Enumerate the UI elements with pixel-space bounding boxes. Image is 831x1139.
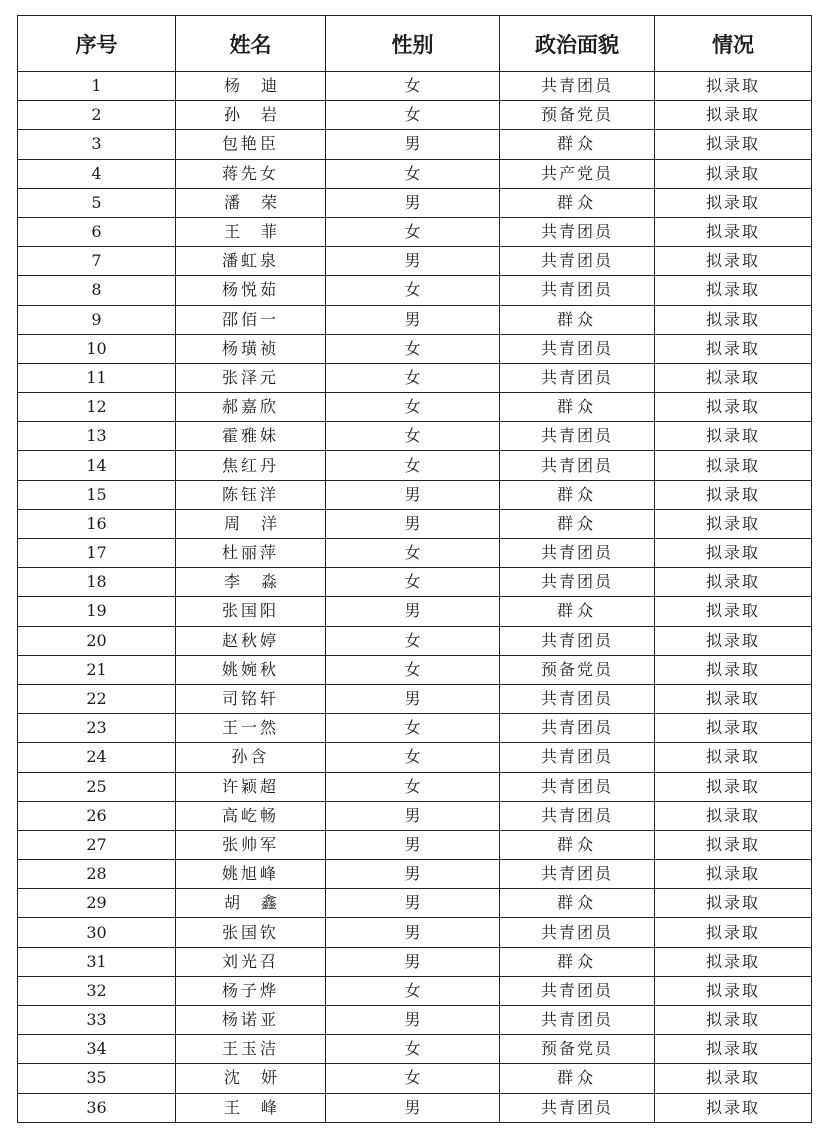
table-row — [18, 393, 812, 422]
status-cell: 拟录取 — [655, 480, 812, 509]
table-row — [18, 889, 812, 918]
row-number-cell: 8 — [18, 276, 176, 305]
table-body — [18, 72, 812, 1123]
status-cell: 拟录取 — [655, 509, 812, 538]
politics-cell: 预备党员 — [500, 1035, 655, 1064]
table-row — [18, 305, 812, 334]
name-cell: 潘虹泉 — [176, 247, 326, 276]
name-cell: 潘荣 — [176, 188, 326, 217]
row-number-cell: 12 — [18, 393, 176, 422]
politics-cell: 群众 — [500, 889, 655, 918]
gender-cell: 女 — [326, 363, 500, 392]
row-number-cell: 4 — [18, 159, 176, 188]
row-number-cell: 10 — [18, 334, 176, 363]
name-cell: 杨迪 — [176, 72, 326, 101]
gender-cell: 男 — [326, 247, 500, 276]
status-cell: 拟录取 — [655, 801, 812, 830]
gender-cell: 女 — [326, 334, 500, 363]
table-row — [18, 101, 812, 130]
politics-cell: 共产党员 — [500, 159, 655, 188]
gender-cell: 女 — [326, 1064, 500, 1093]
status-cell: 拟录取 — [655, 101, 812, 130]
row-number-cell: 11 — [18, 363, 176, 392]
row-number-cell: 14 — [18, 451, 176, 480]
politics-cell: 共青团员 — [500, 247, 655, 276]
status-cell: 拟录取 — [655, 451, 812, 480]
gender-cell: 男 — [326, 1093, 500, 1122]
politics-cell: 共青团员 — [500, 1006, 655, 1035]
status-cell: 拟录取 — [655, 247, 812, 276]
name-cell: 邵佰一 — [176, 305, 326, 334]
gender-cell: 男 — [326, 889, 500, 918]
name-cell: 张泽元 — [176, 363, 326, 392]
status-cell: 拟录取 — [655, 334, 812, 363]
status-cell: 拟录取 — [655, 830, 812, 859]
gender-cell: 男 — [326, 830, 500, 859]
gender-cell: 男 — [326, 188, 500, 217]
row-number-cell: 29 — [18, 889, 176, 918]
name-cell: 陈钰洋 — [176, 480, 326, 509]
politics-cell: 预备党员 — [500, 101, 655, 130]
name-cell: 霍雅妹 — [176, 422, 326, 451]
table-row — [18, 918, 812, 947]
status-cell: 拟录取 — [655, 1064, 812, 1093]
row-number-cell: 35 — [18, 1064, 176, 1093]
gender-cell: 女 — [326, 976, 500, 1005]
table-row — [18, 801, 812, 830]
table-row — [18, 860, 812, 889]
name-cell: 赵秋婷 — [176, 626, 326, 655]
name-cell: 李淼 — [176, 568, 326, 597]
gender-cell: 女 — [326, 159, 500, 188]
status-cell: 拟录取 — [655, 159, 812, 188]
header-row — [18, 16, 812, 72]
status-cell: 拟录取 — [655, 217, 812, 246]
gender-cell: 女 — [326, 393, 500, 422]
table-row — [18, 451, 812, 480]
gender-cell: 女 — [326, 714, 500, 743]
politics-cell: 群众 — [500, 509, 655, 538]
status-cell: 拟录取 — [655, 1006, 812, 1035]
table-row — [18, 655, 812, 684]
table-row — [18, 363, 812, 392]
politics-cell: 共青团员 — [500, 772, 655, 801]
name-cell: 杨悦茹 — [176, 276, 326, 305]
name-cell: 沈妍 — [176, 1064, 326, 1093]
gender-cell: 男 — [326, 860, 500, 889]
gender-cell: 女 — [326, 451, 500, 480]
table-row — [18, 684, 812, 713]
status-cell: 拟录取 — [655, 714, 812, 743]
table-row — [18, 568, 812, 597]
politics-cell: 共青团员 — [500, 276, 655, 305]
table-row — [18, 72, 812, 101]
name-cell: 杜丽萍 — [176, 539, 326, 568]
table-row — [18, 1035, 812, 1064]
politics-cell: 共青团员 — [500, 684, 655, 713]
table-row — [18, 217, 812, 246]
status-cell: 拟录取 — [655, 305, 812, 334]
row-number-cell: 21 — [18, 655, 176, 684]
name-cell: 郝嘉欣 — [176, 393, 326, 422]
politics-cell: 共青团员 — [500, 217, 655, 246]
row-number-cell: 33 — [18, 1006, 176, 1035]
status-cell: 拟录取 — [655, 889, 812, 918]
status-cell: 拟录取 — [655, 422, 812, 451]
politics-cell: 群众 — [500, 480, 655, 509]
politics-cell: 共青团员 — [500, 918, 655, 947]
politics-cell: 共青团员 — [500, 714, 655, 743]
politics-cell: 共青团员 — [500, 422, 655, 451]
politics-cell: 共青团员 — [500, 1093, 655, 1122]
politics-cell: 共青团员 — [500, 568, 655, 597]
table-row — [18, 188, 812, 217]
gender-cell: 女 — [326, 772, 500, 801]
row-number-cell: 19 — [18, 597, 176, 626]
row-number-cell: 5 — [18, 188, 176, 217]
politics-cell: 共青团员 — [500, 801, 655, 830]
gender-cell: 女 — [326, 568, 500, 597]
politics-cell: 群众 — [500, 947, 655, 976]
table-row — [18, 976, 812, 1005]
name-cell: 王玉洁 — [176, 1035, 326, 1064]
name-cell: 焦红丹 — [176, 451, 326, 480]
status-cell: 拟录取 — [655, 655, 812, 684]
table-row — [18, 830, 812, 859]
name-cell: 胡鑫 — [176, 889, 326, 918]
politics-cell: 共青团员 — [500, 334, 655, 363]
row-number-cell: 1 — [18, 72, 176, 101]
name-cell: 张国钦 — [176, 918, 326, 947]
row-number-cell: 16 — [18, 509, 176, 538]
name-cell: 张国阳 — [176, 597, 326, 626]
row-number-cell: 20 — [18, 626, 176, 655]
header-politics: 政治面貌 — [500, 16, 655, 72]
row-number-cell: 36 — [18, 1093, 176, 1122]
politics-cell: 群众 — [500, 393, 655, 422]
row-number-cell: 2 — [18, 101, 176, 130]
status-cell: 拟录取 — [655, 947, 812, 976]
gender-cell: 女 — [326, 276, 500, 305]
name-cell: 王峰 — [176, 1093, 326, 1122]
name-cell: 姚旭峰 — [176, 860, 326, 889]
header-status: 情况 — [655, 16, 812, 72]
politics-cell: 共青团员 — [500, 72, 655, 101]
gender-cell: 女 — [326, 217, 500, 246]
status-cell: 拟录取 — [655, 188, 812, 217]
name-cell: 周洋 — [176, 509, 326, 538]
row-number-cell: 23 — [18, 714, 176, 743]
politics-cell: 预备党员 — [500, 655, 655, 684]
row-number-cell: 27 — [18, 830, 176, 859]
gender-cell: 女 — [326, 743, 500, 772]
row-number-cell: 34 — [18, 1035, 176, 1064]
name-cell: 王一然 — [176, 714, 326, 743]
status-cell: 拟录取 — [655, 363, 812, 392]
status-cell: 拟录取 — [655, 130, 812, 159]
table-row — [18, 276, 812, 305]
status-cell: 拟录取 — [655, 1093, 812, 1122]
status-cell: 拟录取 — [655, 276, 812, 305]
row-number-cell: 24 — [18, 743, 176, 772]
status-cell: 拟录取 — [655, 597, 812, 626]
row-number-cell: 3 — [18, 130, 176, 159]
status-cell: 拟录取 — [655, 1035, 812, 1064]
header-no: 序号 — [18, 16, 176, 72]
politics-cell: 群众 — [500, 188, 655, 217]
table-row — [18, 772, 812, 801]
row-number-cell: 9 — [18, 305, 176, 334]
name-cell: 杨璜祯 — [176, 334, 326, 363]
politics-cell: 群众 — [500, 1064, 655, 1093]
gender-cell: 女 — [326, 101, 500, 130]
gender-cell: 男 — [326, 947, 500, 976]
politics-cell: 共青团员 — [500, 743, 655, 772]
status-cell: 拟录取 — [655, 684, 812, 713]
gender-cell: 男 — [326, 1006, 500, 1035]
status-cell: 拟录取 — [655, 743, 812, 772]
status-cell: 拟录取 — [655, 72, 812, 101]
gender-cell: 男 — [326, 130, 500, 159]
gender-cell: 男 — [326, 305, 500, 334]
name-cell: 姚婉秋 — [176, 655, 326, 684]
politics-cell: 共青团员 — [500, 539, 655, 568]
gender-cell: 男 — [326, 480, 500, 509]
politics-cell: 共青团员 — [500, 363, 655, 392]
table-row — [18, 1093, 812, 1122]
table-row — [18, 480, 812, 509]
politics-cell: 共青团员 — [500, 451, 655, 480]
gender-cell: 女 — [326, 72, 500, 101]
status-cell: 拟录取 — [655, 539, 812, 568]
gender-cell: 男 — [326, 801, 500, 830]
status-cell: 拟录取 — [655, 860, 812, 889]
row-number-cell: 6 — [18, 217, 176, 246]
header-gender: 性别 — [326, 16, 500, 72]
table-row — [18, 1006, 812, 1035]
header-name: 姓名 — [176, 16, 326, 72]
name-cell: 许颖超 — [176, 772, 326, 801]
table-header — [18, 16, 812, 72]
status-cell: 拟录取 — [655, 918, 812, 947]
status-cell: 拟录取 — [655, 626, 812, 655]
gender-cell: 女 — [326, 539, 500, 568]
politics-cell: 群众 — [500, 830, 655, 859]
name-cell: 杨诺亚 — [176, 1006, 326, 1035]
name-cell: 杨子烨 — [176, 976, 326, 1005]
gender-cell: 女 — [326, 655, 500, 684]
status-cell: 拟录取 — [655, 772, 812, 801]
row-number-cell: 28 — [18, 860, 176, 889]
politics-cell: 群众 — [500, 305, 655, 334]
table-row — [18, 714, 812, 743]
table-row — [18, 509, 812, 538]
name-cell: 司铭轩 — [176, 684, 326, 713]
table-row — [18, 743, 812, 772]
name-cell: 包艳臣 — [176, 130, 326, 159]
table-row — [18, 539, 812, 568]
table-row — [18, 597, 812, 626]
admission-table — [17, 15, 812, 1123]
politics-cell: 群众 — [500, 130, 655, 159]
table-row — [18, 626, 812, 655]
row-number-cell: 25 — [18, 772, 176, 801]
table-row — [18, 334, 812, 363]
gender-cell: 男 — [326, 509, 500, 538]
status-cell: 拟录取 — [655, 976, 812, 1005]
table-row — [18, 1064, 812, 1093]
gender-cell: 女 — [326, 422, 500, 451]
politics-cell: 群众 — [500, 597, 655, 626]
row-number-cell: 7 — [18, 247, 176, 276]
name-cell: 张帅军 — [176, 830, 326, 859]
row-number-cell: 15 — [18, 480, 176, 509]
politics-cell: 共青团员 — [500, 976, 655, 1005]
politics-cell: 共青团员 — [500, 626, 655, 655]
row-number-cell: 31 — [18, 947, 176, 976]
table-row — [18, 422, 812, 451]
row-number-cell: 26 — [18, 801, 176, 830]
name-cell: 王菲 — [176, 217, 326, 246]
name-cell: 高屹畅 — [176, 801, 326, 830]
gender-cell: 女 — [326, 1035, 500, 1064]
status-cell: 拟录取 — [655, 568, 812, 597]
table-row — [18, 159, 812, 188]
row-number-cell: 18 — [18, 568, 176, 597]
gender-cell: 男 — [326, 684, 500, 713]
name-cell: 刘光召 — [176, 947, 326, 976]
politics-cell: 共青团员 — [500, 860, 655, 889]
name-cell: 蒋先女 — [176, 159, 326, 188]
gender-cell: 男 — [326, 597, 500, 626]
row-number-cell: 17 — [18, 539, 176, 568]
table-row — [18, 130, 812, 159]
name-cell: 孙含 — [176, 743, 326, 772]
row-number-cell: 22 — [18, 684, 176, 713]
status-cell: 拟录取 — [655, 393, 812, 422]
row-number-cell: 30 — [18, 918, 176, 947]
table-row — [18, 247, 812, 276]
name-cell: 孙岩 — [176, 101, 326, 130]
gender-cell: 女 — [326, 626, 500, 655]
row-number-cell: 13 — [18, 422, 176, 451]
row-number-cell: 32 — [18, 976, 176, 1005]
table-row — [18, 947, 812, 976]
gender-cell: 男 — [326, 918, 500, 947]
